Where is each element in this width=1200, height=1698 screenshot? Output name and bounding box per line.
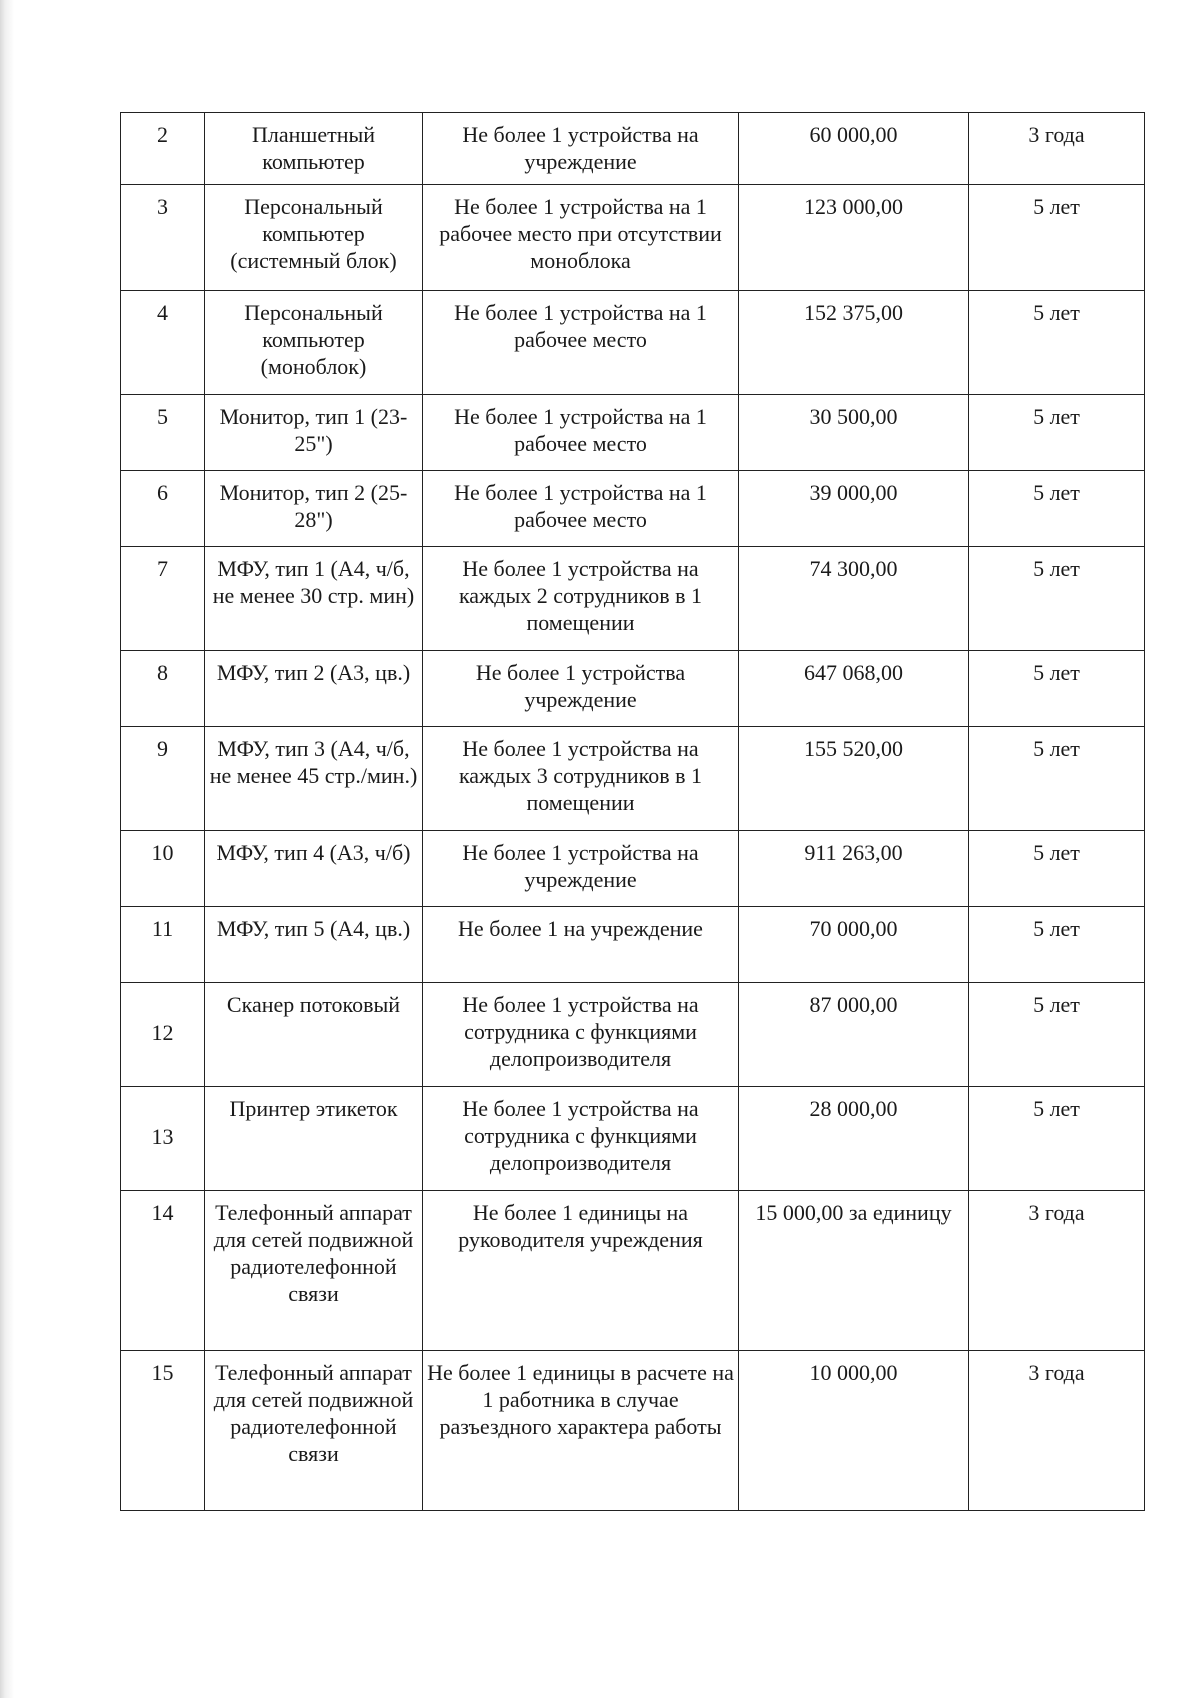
item-term: 5 лет	[969, 831, 1145, 907]
item-name: Телефонный аппарат для сетей подвижной радиотелефонной связи	[205, 1351, 423, 1511]
table-row	[121, 831, 1145, 907]
item-norm: Не более 1 устройства на учреждение	[423, 113, 739, 185]
item-norm: Не более 1 устройства на 1 рабочее место	[423, 395, 739, 471]
table-row	[121, 547, 1145, 651]
item-name: МФУ, тип 3 (А4, ч/б, не менее 45 стр./мин.)	[205, 727, 423, 831]
table-row	[121, 1087, 1145, 1191]
item-price: 10 000,00	[739, 1351, 969, 1511]
item-term: 5 лет	[969, 907, 1145, 983]
item-name: Персональный компьютер (моноблок)	[205, 291, 423, 395]
row-number: 11	[121, 907, 205, 983]
item-term: 5 лет	[969, 291, 1145, 395]
table-row	[121, 651, 1145, 727]
item-price: 123 000,00	[739, 185, 969, 291]
row-number: 8	[121, 651, 205, 727]
item-term: 5 лет	[969, 727, 1145, 831]
item-price: 30 500,00	[739, 395, 969, 471]
row-number: 9	[121, 727, 205, 831]
table-row	[121, 727, 1145, 831]
item-norm: Не более 1 единицы на руководителя учреждения	[423, 1191, 739, 1351]
item-name: Сканер потоковый	[205, 983, 423, 1087]
item-norm: Не более 1 устройства на 1 рабочее место при отсутствии моноблока	[423, 185, 739, 291]
item-name: Телефонный аппарат для сетей подвижной радиотелефонной связи	[205, 1191, 423, 1351]
table-row	[121, 907, 1145, 983]
item-norm: Не более 1 устройства на сотрудника с функциями делопроизводителя	[423, 983, 739, 1087]
item-norm: Не более 1 единицы в расчете на 1 работника в случае разъездного характера работы	[423, 1351, 739, 1511]
row-number: 6	[121, 471, 205, 547]
item-price: 87 000,00	[739, 983, 969, 1087]
table-row	[121, 1191, 1145, 1351]
item-norm: Не более 1 устройства на 1 рабочее место	[423, 471, 739, 547]
item-name: МФУ, тип 2 (А3, цв.)	[205, 651, 423, 727]
item-name: Принтер этикеток	[205, 1087, 423, 1191]
item-norm: Не более 1 устройства на каждых 3 сотрудников в 1 помещении	[423, 727, 739, 831]
row-number: 2	[121, 113, 205, 185]
item-name: Монитор, тип 2 (25-28")	[205, 471, 423, 547]
item-price: 647 068,00	[739, 651, 969, 727]
table-row	[121, 291, 1145, 395]
row-number: 4	[121, 291, 205, 395]
item-price: 70 000,00	[739, 907, 969, 983]
item-term: 5 лет	[969, 651, 1145, 727]
item-price: 60 000,00	[739, 113, 969, 185]
item-term: 5 лет	[969, 1087, 1145, 1191]
item-price: 15 000,00 за единицу	[739, 1191, 969, 1351]
item-term: 3 года	[969, 113, 1145, 185]
row-number: 5	[121, 395, 205, 471]
item-price: 28 000,00	[739, 1087, 969, 1191]
item-term: 3 года	[969, 1351, 1145, 1511]
row-number: 10	[121, 831, 205, 907]
item-norm: Не более 1 устройства учреждение	[423, 651, 739, 727]
table-row	[121, 1351, 1145, 1511]
item-term: 5 лет	[969, 547, 1145, 651]
scan-edge-shadow	[0, 0, 14, 1698]
table-row	[121, 185, 1145, 291]
row-number: 14	[121, 1191, 205, 1351]
item-norm: Не более 1 на учреждение	[423, 907, 739, 983]
item-term: 5 лет	[969, 471, 1145, 547]
item-name: МФУ, тип 4 (А3, ч/б)	[205, 831, 423, 907]
item-norm: Не более 1 устройства на 1 рабочее место	[423, 291, 739, 395]
item-price: 39 000,00	[739, 471, 969, 547]
item-price: 74 300,00	[739, 547, 969, 651]
row-number: 15	[121, 1351, 205, 1511]
item-price: 152 375,00	[739, 291, 969, 395]
equipment-norms-table	[120, 112, 1145, 1511]
row-number: 7	[121, 547, 205, 651]
item-norm: Не более 1 устройства на каждых 2 сотрудников в 1 помещении	[423, 547, 739, 651]
item-norm: Не более 1 устройства на сотрудника с функциями делопроизводителя	[423, 1087, 739, 1191]
item-name: Монитор, тип 1 (23-25")	[205, 395, 423, 471]
item-name: Персональный компьютер (системный блок)	[205, 185, 423, 291]
item-term: 5 лет	[969, 983, 1145, 1087]
item-price: 155 520,00	[739, 727, 969, 831]
item-name: МФУ, тип 1 (А4, ч/б, не менее 30 стр. мин)	[205, 547, 423, 651]
row-number: 13	[121, 1087, 205, 1191]
table-row	[121, 113, 1145, 185]
table-row	[121, 395, 1145, 471]
item-name: Планшетный компьютер	[205, 113, 423, 185]
item-term: 3 года	[969, 1191, 1145, 1351]
item-price: 911 263,00	[739, 831, 969, 907]
item-norm: Не более 1 устройства на учреждение	[423, 831, 739, 907]
item-term: 5 лет	[969, 395, 1145, 471]
table-row	[121, 471, 1145, 547]
row-number: 3	[121, 185, 205, 291]
item-name: МФУ, тип 5 (А4, цв.)	[205, 907, 423, 983]
item-term: 5 лет	[969, 185, 1145, 291]
table-row	[121, 983, 1145, 1087]
row-number: 12	[121, 983, 205, 1087]
